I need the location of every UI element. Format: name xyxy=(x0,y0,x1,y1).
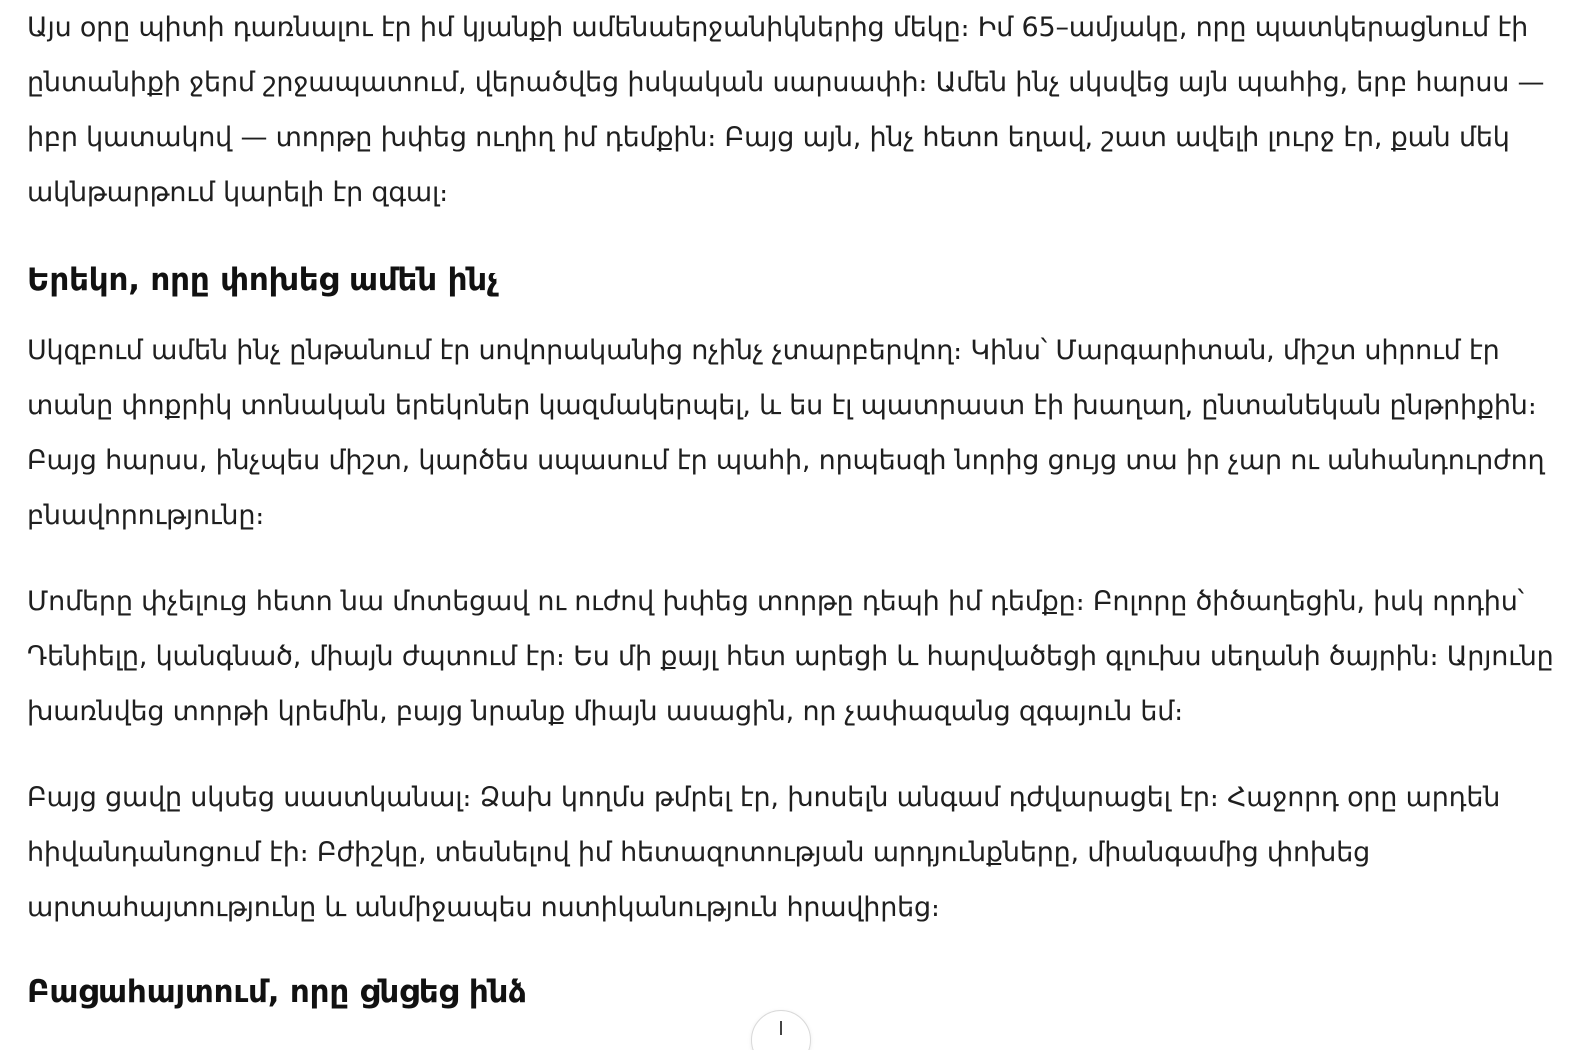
article-paragraph-4: Բայց ցավը սկսեց սաստկանալ։ Ձախ կողմս թմրել էր, խոսելն անգամ դժվարացել էր։ Հաջորդ օրը արդեն հիվանդանոցում էի։ Բժիշկը, տեսնելով իմ հետազոտության արդյունքները, միանգամից փոխեց արտահայտությունը և անմիջապես ոստիկանություն հրավիրեց։ xyxy=(27,782,1501,923)
section-heading-2: Բացահայտում, որը ցնցեց ինձ xyxy=(27,974,527,1010)
article-paragraph-3: Մոմերը փչելուց հետո նա մոտեցավ ու ուժով խփեց տորթը դեպի իմ դեմքը։ Բոլորը ծիծաղեցին, իսկ որդիս՝ Դենիելը, կանգնած, միայն ժպտում էր։ Ես մի քայլ հետ արեցի և հարվածեցի գլուխս սեղանի ծայրին։ Արյունը խառնվեց տորթի կրեմին, բայց նրանք միայն ասացին, որ չափազանց զգայուն եմ։ xyxy=(27,586,1554,727)
section-heading-1: Երեկո, որը փոխեց ամեն ինչ xyxy=(27,262,499,298)
scroll-down-button[interactable] xyxy=(751,1010,811,1050)
article-paragraph-1: Այս օրը պիտի դառնալու էր իմ կյանքի ամենաերջանիկներից մեկը։ Իմ 65–ամյակը, որը պատկերացնում էի ընտանիքի ջերմ շրջապատում, վերածվեց իսկական սարսափի։ Ամեն ինչ սկսվեց այն պահից, երբ հարսս — իբր կատակով — տորթը խփեց ուղիղ իմ դեմքին։ Բայց այն, ինչ հետո եղավ, շատ ավելի լուրջ էր, քան մեկ ակնթարթում կարելի էր զգալ։ xyxy=(27,12,1545,208)
arrow-down-icon xyxy=(780,1021,782,1035)
article-paragraph-2: Սկզբում ամեն ինչ ընթանում էր սովորականից ոչինչ չտարբերվող։ Կինս՝ Մարգարիտան, միշտ սիրում էր տանը փոքրիկ տոնական երեկոներ կազմակերպել, և ես էլ պատրաստ էի խաղաղ, ընտանեկան ընթրիքին։ Բայց հարսս, ինչպես միշտ, կարծես սպասում էր պահի, որպեսզի նորից ցույց տա իր չար ու անհանդուրժող բնավորությունը։ xyxy=(27,335,1545,531)
